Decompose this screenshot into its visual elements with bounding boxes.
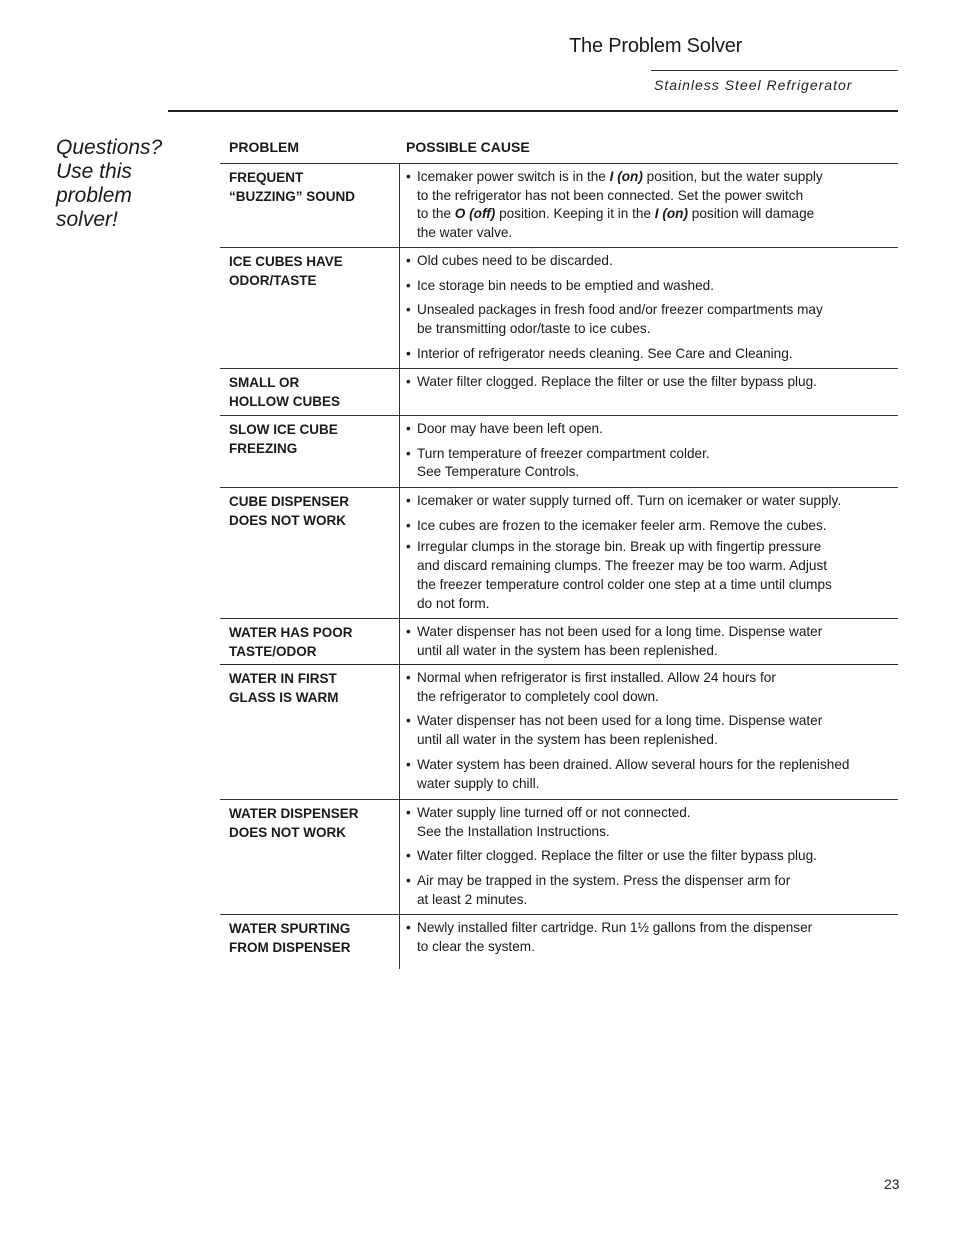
cause-text: Water system has been drained. Allow several hours for the replenished <box>417 756 850 772</box>
cause-text: Water dispenser has not been used for a long time. Dispense water <box>417 713 823 729</box>
cause-text: Water filter clogged. Replace the filter or use the filter bypass plug. <box>417 374 817 389</box>
cause-text-line <box>417 712 898 731</box>
cause-text: Old cubes need to be discarded. <box>417 253 613 268</box>
problem-cell <box>220 800 400 914</box>
cause-text: to the <box>417 206 455 222</box>
switch-position-label: O (off) <box>454 206 496 222</box>
cause-text: Unsealed packages in fresh food and/or freezer compartments may <box>417 302 823 318</box>
cause-text-line <box>417 463 898 482</box>
problem-label: WATER IN FIRST <box>229 671 337 686</box>
problem-label: SMALL OR <box>229 375 300 390</box>
problem-label: HOLLOW CUBES <box>229 393 340 409</box>
cause-item <box>406 623 898 660</box>
problem-cell <box>220 248 400 368</box>
cause-text-line <box>417 492 898 511</box>
cause-text: at least 2 minutes. <box>417 891 528 907</box>
cause-text: water supply to chill. <box>417 775 540 791</box>
cause-text-line <box>417 420 898 439</box>
cause-text: Irregular clumps in the storage bin. Break up with fingertip pressure <box>417 539 822 555</box>
cause-text: do not form. <box>417 595 490 611</box>
cause-text: the refrigerator to completely cool down. <box>417 688 659 704</box>
cause-cell <box>400 248 898 368</box>
cause-item <box>406 277 898 296</box>
sidebar-line: Questions? <box>56 136 163 159</box>
cause-text: until all water in the system has been replenished. <box>417 642 718 658</box>
cause-item <box>406 847 898 866</box>
cause-text: Ice storage bin needs to be emptied and washed. <box>417 277 714 293</box>
table-row <box>220 248 898 369</box>
cause-item <box>406 445 898 482</box>
problem-label: FREQUENT <box>229 170 304 185</box>
cause-cell <box>400 416 898 487</box>
cause-text: until all water in the system has been replenished. <box>417 732 718 748</box>
table-row <box>220 164 898 248</box>
page-title: The Problem Solver <box>569 35 743 57</box>
cause-item <box>406 538 898 613</box>
cause-item <box>406 420 898 439</box>
cause-text: Interior of refrigerator needs cleaning. See Care and Cleaning. <box>417 345 793 361</box>
cause-text-line <box>417 205 898 224</box>
problem-label: WATER SPURTING <box>229 921 351 936</box>
cause-text: Water dispenser has not been used for a long time. Dispense water <box>417 624 823 639</box>
cause-text-line <box>417 345 898 364</box>
cause-text-line <box>417 823 898 842</box>
cause-text: Water filter clogged. Replace the filter or use the filter bypass plug. <box>417 848 817 864</box>
switch-position-label: I (on) <box>609 169 643 184</box>
cause-cell <box>400 619 898 664</box>
cause-text: Ice cubes are frozen to the icemaker feeler arm. Remove the cubes. <box>417 517 827 533</box>
cause-text-line <box>417 872 898 891</box>
cause-item <box>406 252 898 271</box>
cause-text: Newly installed filter cartridge. Run 1½ gallons from the dispenser <box>417 920 813 935</box>
cause-text-line <box>417 445 898 464</box>
cause-text-line <box>417 252 898 271</box>
column-header-cause: POSSIBLE CAUSE <box>406 139 530 155</box>
cause-text: See Temperature Controls. <box>417 464 580 480</box>
sidebar-callout <box>56 136 196 232</box>
cause-item <box>406 712 898 749</box>
table-header <box>220 136 898 164</box>
sidebar-line: solver! <box>56 208 118 231</box>
cause-item <box>406 168 898 243</box>
cause-text-line <box>417 669 898 688</box>
cause-text-line <box>417 373 898 392</box>
cause-text: the water valve. <box>417 225 513 241</box>
cause-text: position will damage <box>688 206 815 222</box>
problem-label: DOES NOT WORK <box>229 824 346 840</box>
cause-item <box>406 517 898 536</box>
problem-label: FROM DISPENSER <box>229 939 351 955</box>
cause-text: and discard remaining clumps. The freezer may be too warm. Adjust <box>417 558 828 574</box>
cause-text-line <box>417 277 898 296</box>
cause-text: the freezer temperature control colder one step at a time until clumps <box>417 576 832 592</box>
cause-text-line <box>417 320 898 339</box>
cause-text-line <box>417 891 898 910</box>
cause-item <box>406 669 898 706</box>
cause-text-line <box>417 576 898 595</box>
sidebar-line: problem <box>56 184 132 207</box>
cause-text-line <box>417 595 898 614</box>
cause-text-line <box>417 557 898 576</box>
cause-text-line <box>417 756 898 775</box>
cause-cell <box>400 915 898 969</box>
cause-text: See the Installation Instructions. <box>417 823 610 839</box>
cause-text-line <box>417 847 898 866</box>
cause-text-line <box>417 775 898 794</box>
problem-cell <box>220 488 400 618</box>
problem-label: WATER HAS POOR <box>229 625 353 640</box>
cause-text-line <box>417 731 898 750</box>
problem-cell <box>220 619 400 664</box>
page-number: 23 <box>884 1176 900 1192</box>
cause-text-line <box>417 168 898 187</box>
cause-cell <box>400 164 898 247</box>
problem-label: ODOR/TASTE <box>229 272 317 288</box>
page-subtitle: Stainless Steel Refrigerator <box>654 77 853 93</box>
cause-cell <box>400 369 898 415</box>
cause-text: to clear the system. <box>417 938 535 954</box>
column-header-problem: PROBLEM <box>229 139 299 155</box>
cause-item <box>406 301 898 338</box>
problem-label: CUBE DISPENSER <box>229 494 350 509</box>
cause-text-line <box>417 919 898 938</box>
cause-text: Door may have been left open. <box>417 421 603 436</box>
problem-label: DOES NOT WORK <box>229 512 346 528</box>
table-row <box>220 800 898 915</box>
cause-text: Turn temperature of freezer compartment colder. <box>417 445 710 461</box>
cause-text: Icemaker or water supply turned off. Turn on icemaker or water supply. <box>417 493 842 508</box>
table-row <box>220 369 898 416</box>
problem-cell <box>220 164 400 247</box>
cause-text: Icemaker power switch is in the <box>417 169 610 184</box>
cause-text: to the refrigerator has not been connected. Set the power switch <box>417 187 804 203</box>
cause-cell <box>400 665 898 799</box>
header-divider <box>168 110 898 112</box>
cause-item <box>406 872 898 909</box>
problem-label: TASTE/ODOR <box>229 643 317 659</box>
problem-label: ICE CUBES HAVE <box>229 254 343 269</box>
problem-label: WATER DISPENSER <box>229 806 359 821</box>
cause-text-line <box>417 623 898 642</box>
table-row <box>220 665 898 800</box>
cause-text-line <box>417 187 898 206</box>
cause-text-line <box>417 538 898 557</box>
cause-cell <box>400 488 898 618</box>
table-row <box>220 416 898 488</box>
table-body <box>220 164 898 969</box>
problem-label: “BUZZING” SOUND <box>229 188 355 204</box>
cause-text-line <box>417 224 898 243</box>
cause-text: Normal when refrigerator is first installed. Allow 24 hours for <box>417 670 776 685</box>
problem-cell <box>220 369 400 415</box>
cause-text-line <box>417 688 898 707</box>
table-row <box>220 488 898 619</box>
cause-text-line <box>417 517 898 536</box>
cause-text: position, but the water supply <box>642 169 823 184</box>
cause-text: be transmitting odor/taste to ice cubes. <box>417 321 651 337</box>
cause-item <box>406 373 898 392</box>
cause-item <box>406 492 898 511</box>
cause-text-line <box>417 804 898 823</box>
problem-cell <box>220 665 400 799</box>
cause-text: Water supply line turned off or not connected. <box>417 805 691 820</box>
problem-cell <box>220 416 400 487</box>
cause-text-line <box>417 301 898 320</box>
table-row <box>220 619 898 665</box>
cause-item <box>406 919 898 956</box>
cause-text: Air may be trapped in the system. Press the dispenser arm for <box>417 873 791 889</box>
cause-text-line <box>417 938 898 957</box>
table-row <box>220 915 898 969</box>
subtitle-divider <box>651 70 898 71</box>
cause-item <box>406 345 898 364</box>
cause-item <box>406 804 898 841</box>
problem-label: SLOW ICE CUBE <box>229 422 338 437</box>
sidebar-line: Use this <box>56 160 132 183</box>
problem-label: GLASS IS WARM <box>229 689 339 705</box>
cause-text-line <box>417 642 898 661</box>
cause-item <box>406 756 898 793</box>
problem-solver-table <box>220 136 898 969</box>
cause-cell <box>400 800 898 914</box>
cause-text: position. Keeping it in the <box>495 206 655 222</box>
problem-cell <box>220 915 400 969</box>
switch-position-label: I (on) <box>654 206 689 222</box>
problem-label: FREEZING <box>229 440 298 456</box>
